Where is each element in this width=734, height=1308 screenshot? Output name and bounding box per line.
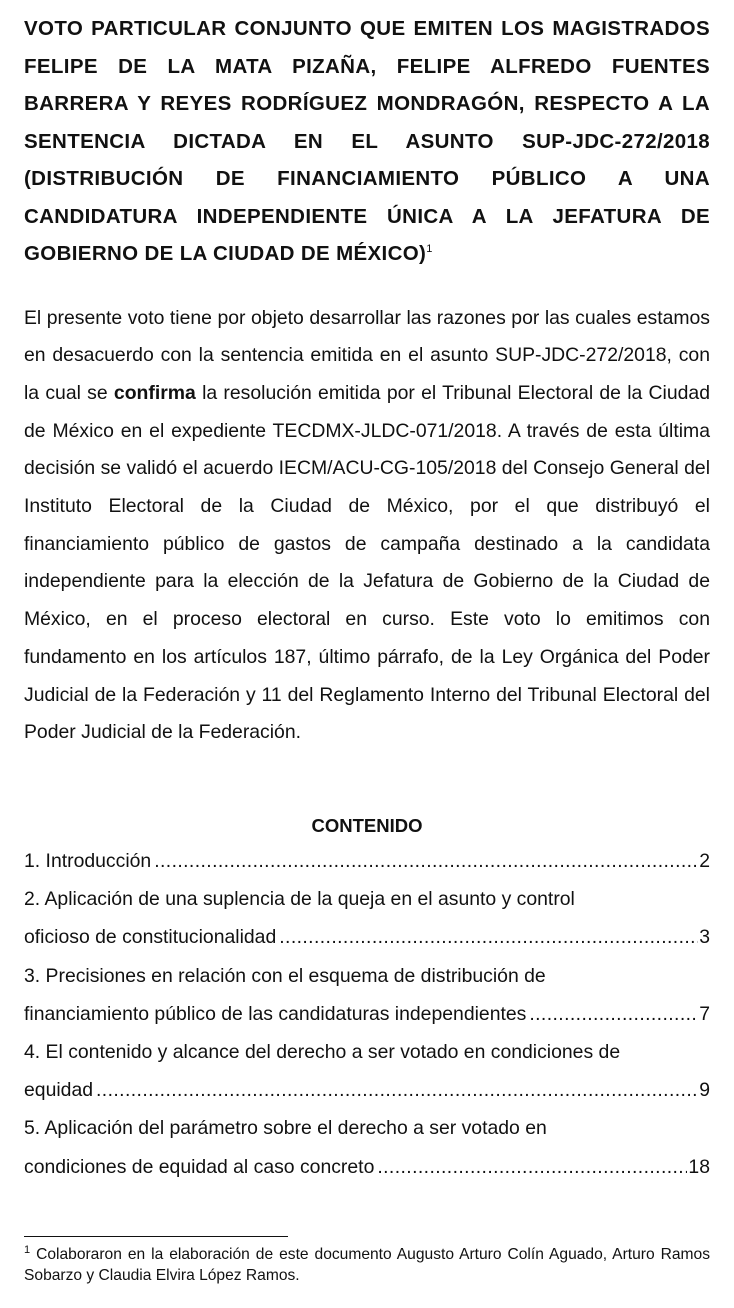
toc-item-2-line: [24, 918, 710, 956]
intro-text-end: la resolución emitida por el Tribunal Electoral de la Ciudad de México en el expediente TECDMX-JLDC-071/2018. A través de esta última decisión se validó el acuerdo IECM/ACU-CG-105/2018 del Consejo General del Instituto Electoral de la Ciudad de México, por el que distribuyó el financiamiento público de gastos de campaña destinado a la candidata independiente para la elección de la Jefatura de Gobierno de la Ciudad de México, en el proceso electoral en curso. Este voto lo emitimos con fundamento en los artículos 187, último párrafo, de la Ley Orgánica del Poder Judicial de la Federación y 11 del Reglamento Interno del Tribunal Electoral del Poder Judicial de la Federación.: [24, 381, 711, 744]
document-page: [24, 10, 710, 1186]
toc-item-4-title-end: equidad: [24, 1079, 94, 1102]
toc-item-2-page: 3: [699, 926, 710, 949]
toc-item-1-title: 1. Introducción: [24, 849, 152, 872]
toc-item-5-line: [24, 1148, 710, 1186]
toc-item-4-line: [24, 1071, 710, 1109]
toc-item-1-leader: [154, 842, 698, 880]
toc-item-2[interactable]: [24, 880, 710, 956]
footnote-number: 1: [24, 1243, 31, 1256]
toc-item-4[interactable]: [24, 1033, 710, 1109]
intro-text-start: El presente voto tiene por objeto desarrollar las razones por las cuales estamos en desacuerdo con la sentencia emitida en el asunto SUP-JDC-272/2018, con la cual se: [24, 306, 710, 404]
toc-item-5-page: 18: [688, 1155, 710, 1178]
document-title: [24, 10, 710, 273]
toc-item-3-title-end: financiamiento público de las candidaturas independientes: [24, 1002, 527, 1025]
toc-item-3-line: [24, 995, 710, 1033]
toc-item-4-title-lead: 4. El contenido y alcance del derecho a ser votado en condiciones de: [24, 1040, 621, 1063]
intro-paragraph: [24, 300, 710, 752]
toc-item-1[interactable]: [24, 842, 710, 880]
document-title-text: VOTO PARTICULAR CONJUNTO QUE EMITEN LOS MAGISTRADOS FELIPE DE LA MATA PIZAÑA, FELIPE ALFREDO FUENTES BARRERA Y REYES RODRÍGUEZ MONDRAGÓN, RESPECTO A LA SENTENCIA DICTADA EN EL ASUNTO SUP-JDC-272/2018 (DISTRIBUCIÓN DE FINANCIAMIENTO PÚBLICO A UNA CANDIDATURA INDEPENDIENTE ÚNICA A LA JEFATURA DE GOBIERNO DE LA CIUDAD DE MÉXICO): [24, 17, 710, 265]
table-of-contents: [24, 842, 710, 1186]
toc-item-1-page: 2: [699, 849, 710, 872]
intro-bold-word: confirma: [113, 381, 196, 404]
toc-item-1-line: [24, 842, 710, 880]
toc-item-2-title-end: oficioso de constitucionalidad: [24, 926, 277, 949]
toc-item-3[interactable]: [24, 957, 710, 1033]
toc-item-5[interactable]: [24, 1109, 710, 1185]
toc-item-5-title-lead: 5. Aplicación del parámetro sobre el derecho a ser votado en: [24, 1117, 547, 1140]
toc-item-5-title-end: condiciones de equidad al caso concreto: [24, 1155, 375, 1178]
toc-item-3-page: 7: [699, 1002, 710, 1025]
footnote: [24, 1245, 710, 1286]
toc-item-3-leader: [529, 995, 698, 1033]
toc-item-4-leader: [96, 1071, 698, 1109]
toc-item-3-title-lead: 3. Precisiones en relación con el esquema de distribución de: [24, 964, 546, 987]
toc-item-5-leader: [377, 1148, 687, 1186]
title-footnote-ref[interactable]: 1: [426, 243, 433, 256]
toc-item-2-leader: [279, 918, 698, 956]
toc-item-4-page: 9: [699, 1079, 710, 1102]
footnote-divider: [24, 1236, 288, 1237]
toc-item-2-title-lead: 2. Aplicación de una suplencia de la queja en el asunto y control: [24, 888, 575, 911]
toc-heading: CONTENIDO: [311, 814, 423, 836]
footnote-text: Colaboraron en la elaboración de este documento Augusto Arturo Colín Aguado, Arturo Ramos Sobarzo y Claudia Elvira López Ramos.: [24, 1246, 710, 1284]
